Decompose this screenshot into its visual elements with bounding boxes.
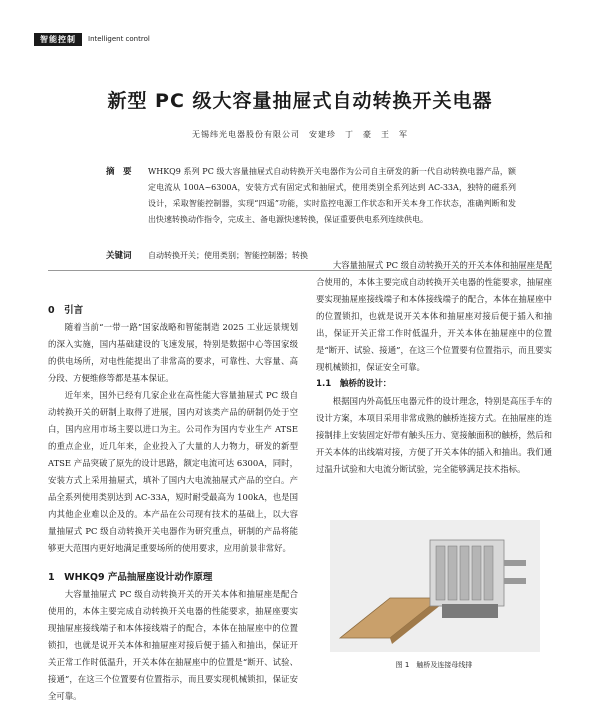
column-badge: 智能控制 <box>34 33 82 46</box>
author-line: 无锡纬光电器股份有限公司 安建珍 丁 豪 王 军 <box>192 130 408 139</box>
section-0-paragraph-1: 随着当前“一带一路”国家战略和智能制造 2025 工业远景规划的深入实施，国内基础建设的飞速发展，特别是数据中心等国家级的供电场所，对电性能提出了非常高的要求，可靠性、大容量、高分段、方便维修等都是基本保证。 <box>48 322 298 383</box>
left-column <box>48 305 298 701</box>
subsection-1-1-paragraph: 根据国内外高低压电器元件的设计理念，特别是高压手车的设计方案，本项目采用非常成熟的触桥连接方式。在抽屉座的连接制排上安装固定好带有触头压力、宽接触面积的触桥，然后和开关本体的出线端对接，方便了开关本体的插入和抽出。我们通过温升试验和大电流分断试验，完全能够满足技术指标。 <box>316 396 552 474</box>
abstract-text: WHKQ9 系列 PC 级大容量抽屉式自动转换开关电器作为公司自主研发的新一代自动转换电器产品，额定电流从 100A~6300A，安装方式有固定式和抽屉式，使用类别全系列达到 AC-33A，独特的磁系列设计，采取智能控制器，实现“四遥”功能，实时监控电源工作状态和开关本身工作状态，准确判断和发出快速转换动作指令，完成主、备电源快速转换，保证重要供电系列连续供电。 <box>148 167 516 224</box>
running-header <box>34 33 150 45</box>
paper-title: 新型 PC 级大容量抽屉式自动转换开关电器 <box>107 90 493 112</box>
figure-caption: 图 1 触桥及连接母线排 <box>395 661 473 669</box>
abstract-label: 摘 要 <box>106 167 132 177</box>
section-1-heading: 1 WHKQ9 产品抽屉座设计动作原理 <box>48 572 213 583</box>
keywords-label: 关键词 <box>106 251 132 261</box>
section-1-paragraph-1: 大容量抽屉式 PC 级自动转换开关的开关本体和抽屉座是配合使用的，本体主要完成自动转换开关电器的性能要求，抽屉座要实现抽屉座接线端子和本体接线端子的配合，本体在抽屉座中的位置锁扣，也就是说开关本体和抽屉座对接后便于插入和抽出，保证开关正常工作时低温升，开关本体在抽屉座中的位置是“断开、试验、接通”，在这三个位置要有位置指示，而且要实现机械锁扣，保证安全可靠。 <box>48 589 298 701</box>
section-0-heading: 0 引言 <box>48 305 84 316</box>
section-1-paragraph-1-cont: 大容量抽屉式 PC 级自动转换开关的开关本体和抽屉座是配合使用的，本体主要完成自动转换开关电器的性能要求，抽屉座要实现抽屉座接线端子和本体接线端子的配合，本体在抽屉座中的位置锁扣，也就是说开关本体和抽屉座对接后便于插入和抽出，保证开关正常工作时低温升，开关本体在抽屉座中的位置是“断开、试验、接通”，在这三个位置要有位置指示，而且要实现机械锁扣，保证安全可靠。 <box>316 260 552 372</box>
column-english: Intelligent control <box>88 35 150 43</box>
figure-busbar-photo <box>330 520 540 652</box>
abstract <box>106 164 516 228</box>
subsection-1-1-heading: 1.1 触桥的设计： <box>316 379 392 389</box>
right-column <box>316 260 552 478</box>
keywords-text: 自动转换开关；使用类别；智能控制器；转换 <box>148 251 308 260</box>
section-0-paragraph-2: 近年来，国外已经有几家企业在高性能大容量抽屉式 PC 级自动转换开关的研制上取得了进展，国内对该类产品的研制仍处于空白，国内应用市场主要以进口为主。公司作为国内专业生产 ATSE 的重点企业，近几年来，企业投入了大量的人力物力，研发的新型 ATSE 产品突破了原先的设计思路，额定电流可达 6300A，同时，安装方式上采用抽屉式，填补了国内大电流抽屉式产品的空白。产品全系列使用类别达到 AC-33A，短时耐受最高为 100kA，也是国内其他企业难以企及的。本产品在公司现有技术的基础上，以大容量抽屉式 PC 级自动转换开关电器作为研究重点，研制的产品将能够更大范围内更好地满足重要场所的使用要求，应用前景非常好。 <box>48 390 298 553</box>
